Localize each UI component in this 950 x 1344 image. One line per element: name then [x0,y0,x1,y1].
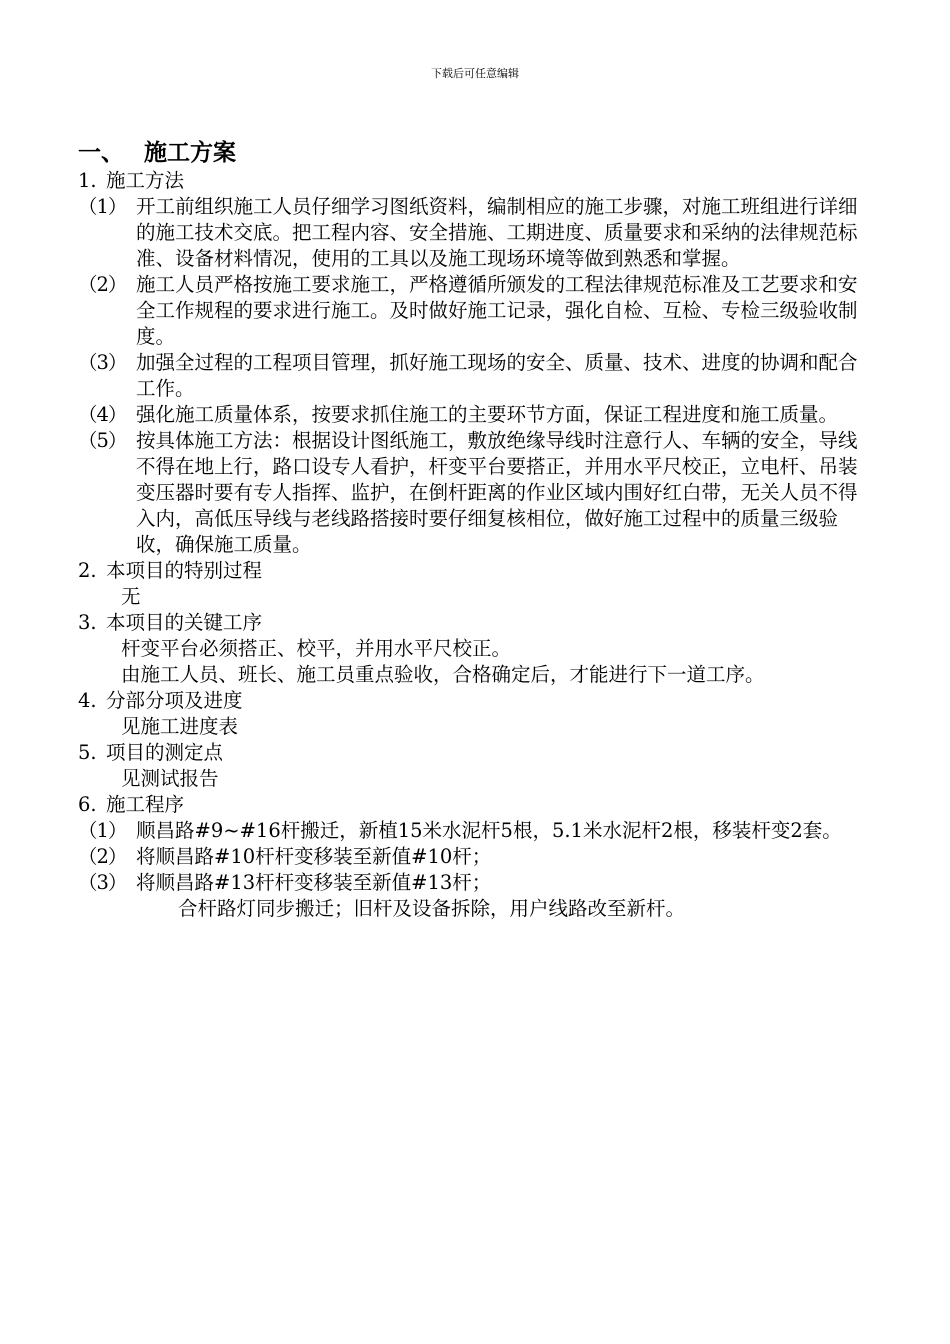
section-heading-2 [78,558,868,584]
section-heading-6 [78,792,868,818]
section-heading-1 [78,168,868,194]
section-title: 本项目的特别过程 [106,559,263,582]
section-text: 由施工人员、班长、施工员重点验收，合格确定后，才能进行下一道工序。 [121,663,765,686]
section-note: 合杆路灯同步搬迁；旧杆及设备拆除，用户线路改至新杆。 [178,897,686,920]
list-item [78,818,868,844]
page-header-note: 下载后可任意编辑 [431,67,519,80]
list-item [78,350,868,402]
list-item [78,194,868,272]
section-number: 3. [78,611,97,634]
section-text: 见测试报告 [121,767,219,790]
list-item-number: （3） [78,871,127,894]
section-text: 无 [121,585,141,608]
list-item-number: （1） [78,195,127,218]
chapter-title: 施工方案 [144,139,236,166]
list-item-number: （2） [78,845,127,868]
list-item-number: （4） [78,403,127,426]
list-item-text: 将顺昌路#13杆杆变移装至新值#13杆； [136,871,492,894]
section-heading-4 [78,688,868,714]
section-title: 分部分项及进度 [106,689,243,712]
list-item [78,428,868,558]
list-item [78,272,868,350]
chapter-heading [78,138,868,168]
section-number: 4. [78,689,97,712]
section-number: 5. [78,741,97,764]
list-item-number: （2） [78,273,127,296]
list-item-text: 顺昌路#9~#16杆搬迁，新植15米水泥杆5根，5.1米水泥杆2根，移装杆变2套。 [136,819,842,842]
list-item-text: 开工前组织施工人员仔细学习图纸资料，编制相应的施工步骤，对施工班组进行详细的施工技术交底。把工程内容、安全措施、工期进度、质量要求和采纳的法律规范标准、设备材料情况，使用的工具以及施工现场环境等做到熟悉和掌握。 [136,195,858,270]
list-item-number: （3） [78,351,127,374]
section-heading-5 [78,740,868,766]
section-text: 见施工进度表 [121,715,239,738]
list-item-text: 将顺昌路#10杆杆变移装至新值#10杆； [136,845,492,868]
chapter-number: 一、 [78,139,124,166]
section-title: 施工程序 [106,793,185,816]
list-item [78,402,868,428]
section-number: 2. [78,559,97,582]
list-item-text: 按具体施工方法：根据设计图纸施工，敷放绝缘导线时注意行人、车辆的安全，导线不得在地上行，路口设专人看护，杆变平台要搭正，并用水平尺校正，立电杆、吊装变压器时要有专人指挥、监护，在倒杆距离的作业区域内围好红白带，无关人员不得入内，高低压导线与老线路搭接时要仔细复核相位，做好施工过程中的质量三级验收，确保施工质量。 [136,429,858,556]
section-number: 1. [78,169,97,192]
section-heading-3 [78,610,868,636]
list-item [78,870,868,896]
section-number: 6. [78,793,97,816]
list-item-text: 加强全过程的工程项目管理，抓好施工现场的安全、质量、技术、进度的协调和配合工作。 [136,351,858,400]
section-title: 本项目的关键工序 [106,611,263,634]
list-item-text: 强化施工质量体系，按要求抓住施工的主要环节方面，保证工程进度和施工质量。 [136,403,839,426]
list-item-number: （5） [78,429,127,452]
section-title: 项目的测定点 [106,741,224,764]
section-text: 杆变平台必须搭正、校平，并用水平尺校正。 [121,637,512,660]
list-item-text: 施工人员严格按施工要求施工，严格遵循所颁发的工程法律规范标准及工艺要求和安全工作规程的要求进行施工。及时做好施工记录，强化自检、互检、专检三级验收制度。 [136,273,858,348]
list-item-number: （1） [78,819,127,842]
document-body [78,138,868,922]
list-item [78,844,868,870]
section-title: 施工方法 [106,169,185,192]
